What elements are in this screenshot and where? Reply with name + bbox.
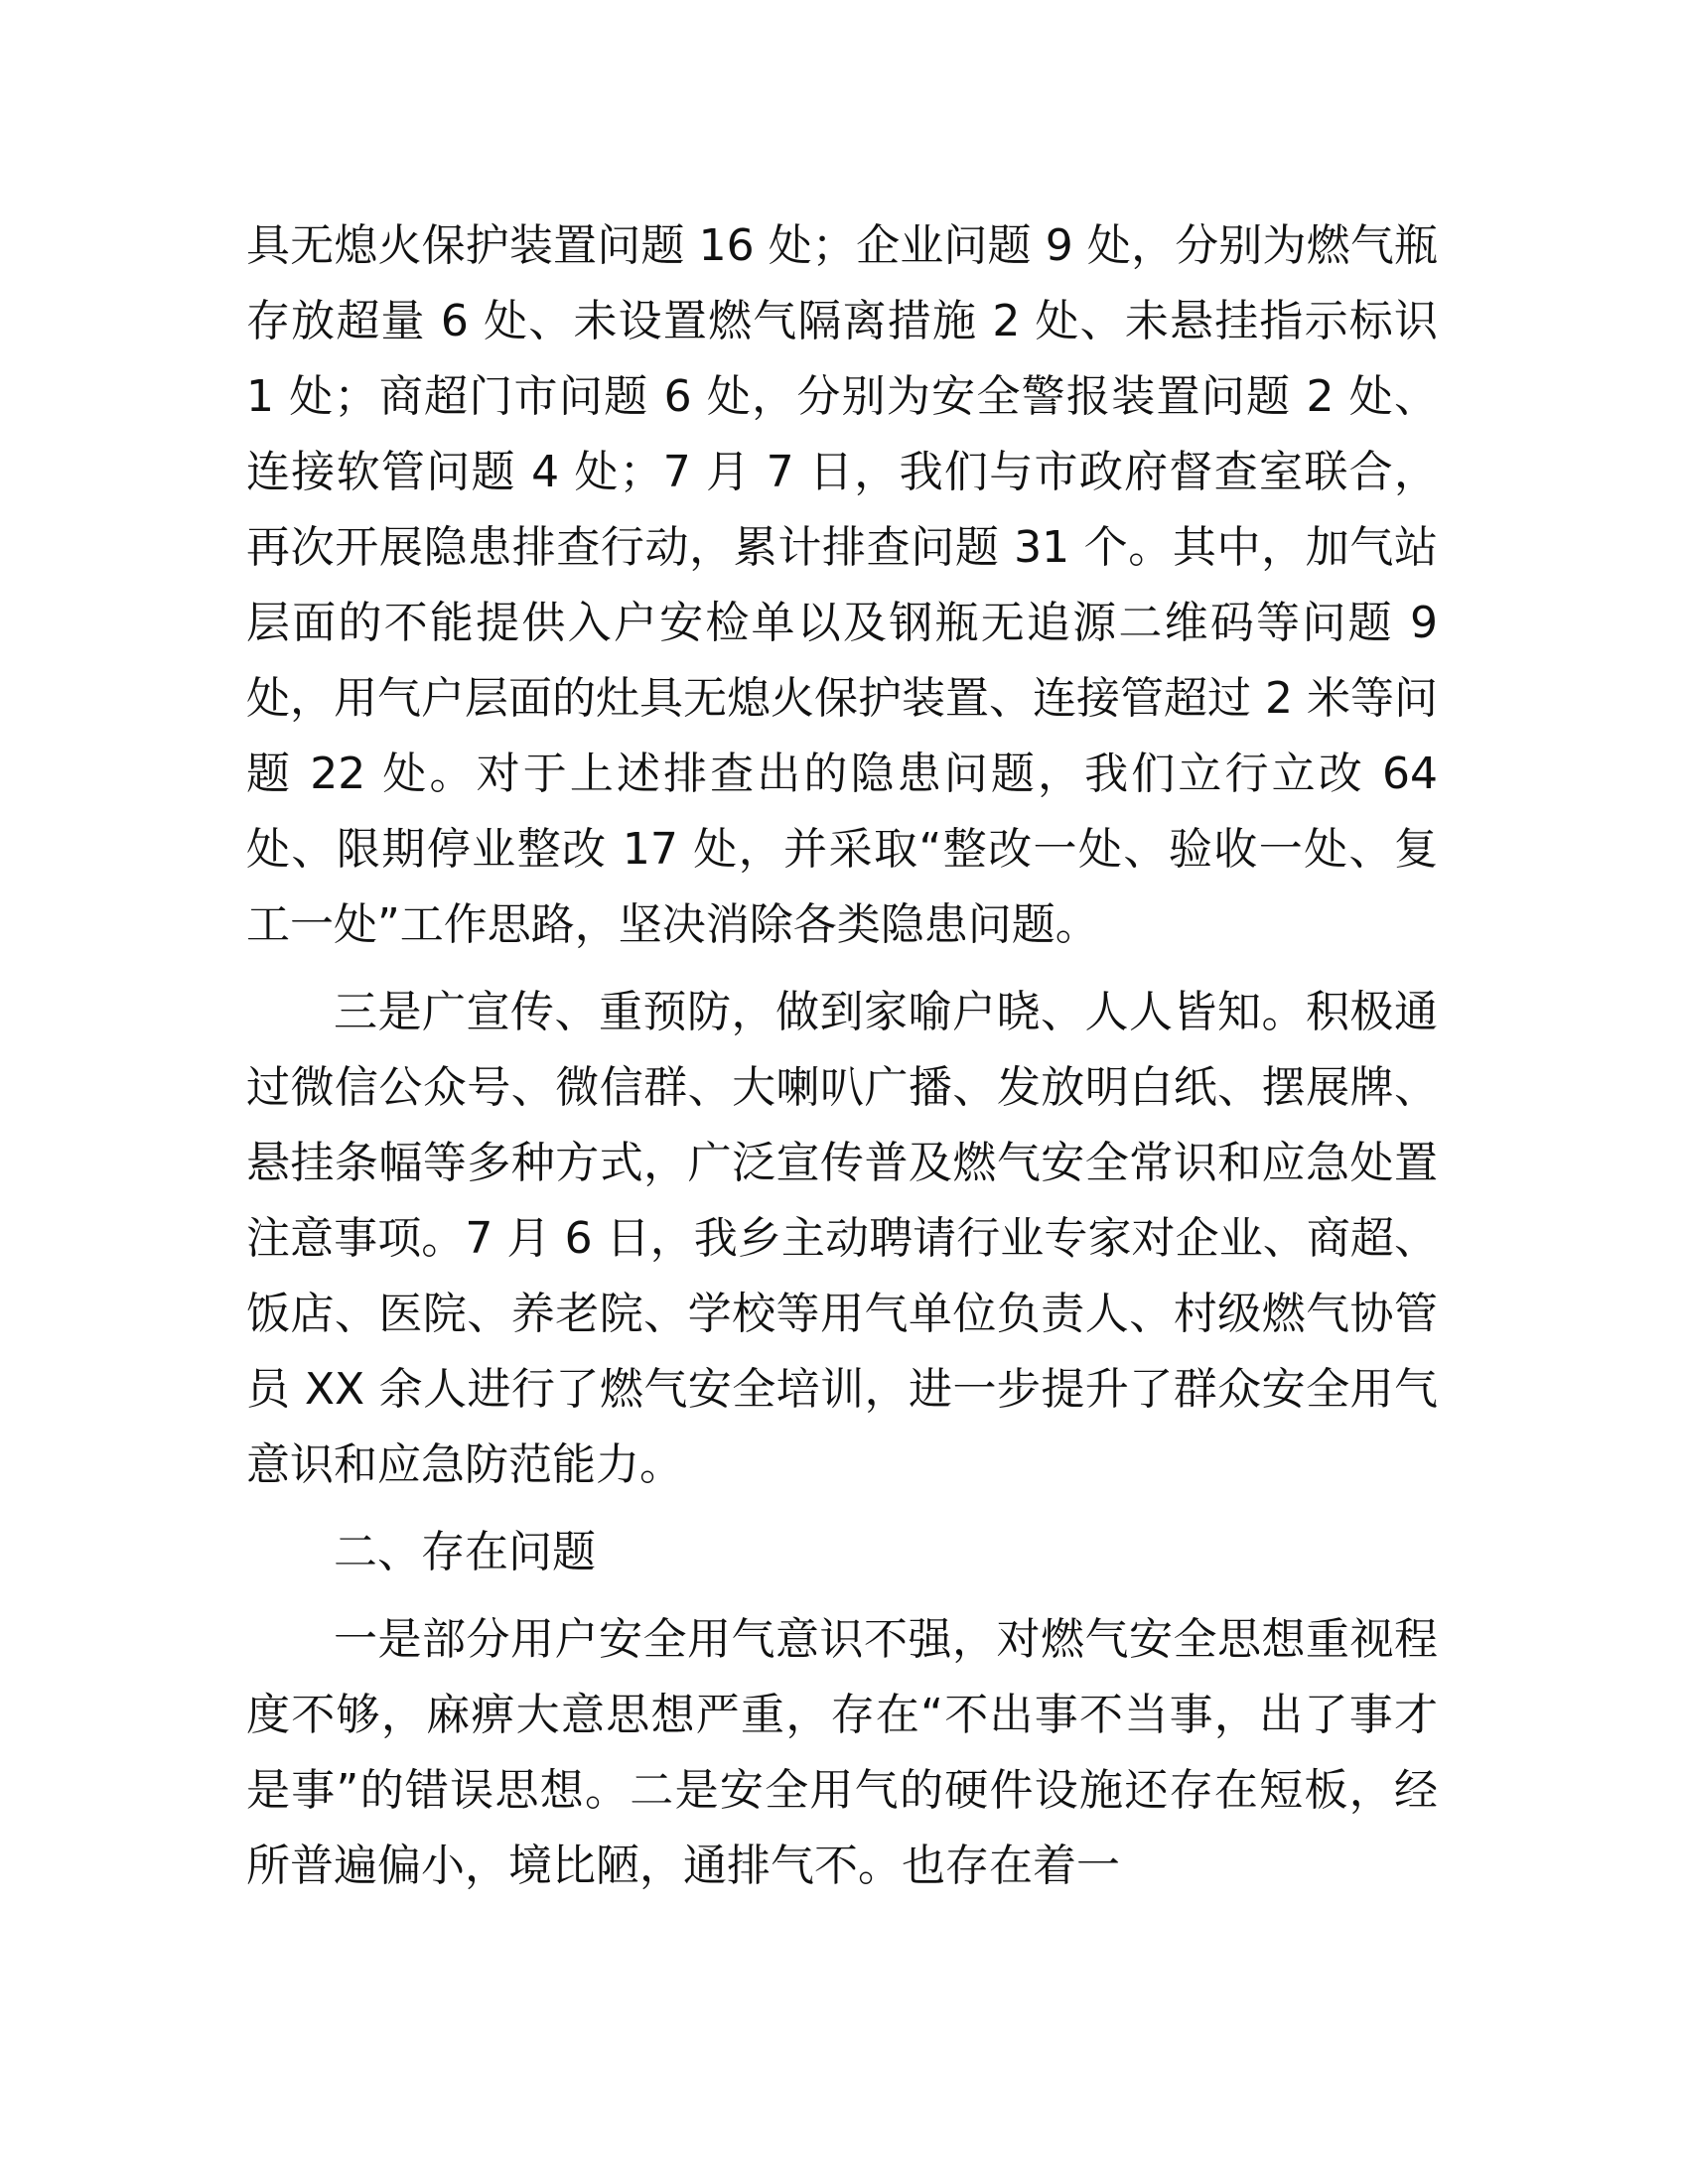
section-heading-existing-problems: 二、存在问题 [334, 1527, 596, 1577]
paragraph-publicity-prevention: 三是广宣传、重预防，做到家喻户晓、人人皆知。积极通过微信公众号、微信群、大喇叭广播、发放明白纸、摆展牌、悬挂条幅等多种方式，广泛宣传普及燃气安全常识和应急处置注意事项。7 月 6 日，我乡主动聘请行业专家对企业、商超、饭店、医院、养老院、学校等用气单位负责人、村级燃气协管员 XX 余人进行了燃气安全培训，进一步提升了群众安全用气意识和应急防范能力。 [246, 987, 1438, 1490]
document-body [246, 208, 1438, 1916]
paragraph-hazard-inspection: 具无熄火保护装置问题 16 处；企业问题 9 处，分别为燃气瓶存放超量 6 处、未设置燃气隔离措施 2 处、未悬挂指示标识 1 处；商超门市问题 6 处，分别为安全警报装置问题 2 处、连接软管问题 4 处；7 月 7 日，我们与市政府督查室联合，再次开展隐患排查行动，累计排查问题 31 个。其中，加气站层面的不能提供入户安检单以及钢瓶无追源二维码等问题 9 处，用气户层面的灶具无熄火保护装置、连接管超过 2 米等问题 22 处。对于上述排查出的隐患问题，我们立行立改 64 处、限期停业整改 17 处，并采取“整改一处、验收一处、复工一处”工作思路，坚决消除各类隐患问题。 [246, 220, 1438, 950]
paragraph-existing-problems: 一是部分用户安全用气意识不强，对燃气安全思想重视程度不够，麻痹大意思想严重，存在“不出事不当事，出了事才是事”的错误思想。二是安全用气的硬件设施还存在短板，经所普遍偏小，境比陋，通排气不。也存在着一 [246, 1614, 1438, 1891]
